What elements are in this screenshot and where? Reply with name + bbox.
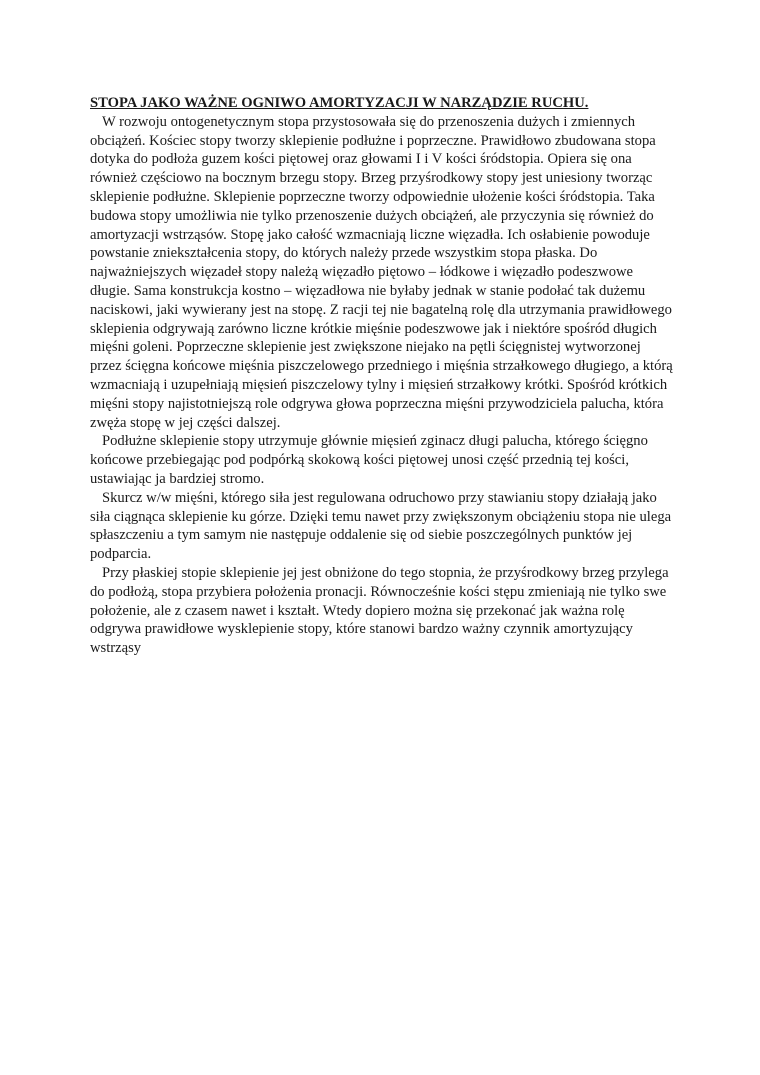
document-title: STOPA JAKO WAŻNE OGNIWO AMORTYZACJI W NARZĄDZIE RUCHU. bbox=[90, 95, 589, 111]
document-page bbox=[90, 94, 675, 658]
paragraph-1: W rozwoju ontogenetycznym stopa przystosowała się do przenoszenia dużych i zmiennych obciążeń. Kościec stopy tworzy sklepienie podłużne i poprzeczne. Prawidłowo zbudowana stopa dotyka do podłoża guzem kości piętowej oraz głowami I i V kości śródstopia. Opiera się ona również częściowo na bocznym brzegu stopy. Brzeg przyśrodkowy stopy jest uniesiony tworząc sklepienie podłużne. Sklepienie poprzeczne tworzy odpowiednie ułożenie kości śródstopia. Taka budowa stopy umożliwia nie tylko przenoszenie dużych obciążeń, ale przyczynia się również do amortyzacji wstrząsów. Stopę jako całość wzmacniają liczne więzadła. Ich osłabienie powoduje powstanie zniekształcenia stopy, do których należy przede wszystkim stopa płaska. Do najważniejszych więzadeł stopy należą więzadło piętowo – łódkowe i więzadło podeszwowe długie. Sama konstrukcja kostno – więzadłowa nie byłaby jednak w stanie podołać tak dużemu naciskowi, jaki wywierany jest na stopę. Z racji tej nie bagatelną rolę dla utrzymania prawidłowego sklepienia odgrywają zarówno liczne krótkie mięśnie podeszwowe jak i niektóre spośród długich mięśni goleni. Poprzeczne sklepienie jest zwiększone niejako na pętli ścięgnistej wytworzonej przez ścięgna końcowe mięśnia piszczelowego przedniego i mięśnia strzałkowego długiego, a którą wzmacniają i uzupełniają mięsień piszczelowy tylny i mięsień strzałkowy krótki. Spośród krótkich mięśni stopy najistotniejszą role odgrywa głowa poprzeczna mięśni przywodziciela palucha, która zwęża stopę w jej części dalszej. bbox=[90, 113, 673, 431]
paragraph-4: Przy płaskiej stopie sklepienie jej jest obniżone do tego stopnia, że przyśrodkowy brzeg przylega do podłożą, stopa przybiera położenia pronacji. Równocześnie kości stępu zmieniają nie tylko swe położenie, ale z czasem nawet i kształt. Wtedy dopiero można się przekonać jak ważna rolę odgrywa prawidłowe wysklepienie stopy, które stanowi bardzo ważny czynnik amortyzujący wstrząsy bbox=[90, 564, 669, 657]
paragraph-3: Skurcz w/w mięśni, którego siła jest regulowana odruchowo przy stawianiu stopy działają jako siła ciągnąca sklepienie ku górze. Dzięki temu nawet przy zwiększonym obciążeniu stopa nie ulega spłaszczeniu a tym samym nie następuje oddalenie się od siebie poszczególnych punktów jej podparcia. bbox=[90, 489, 672, 563]
paragraph-2: Podłużne sklepienie stopy utrzymuje głównie mięsień zginacz długi palucha, którego ścięgno końcowe przebiegając pod podpórką skokową kości piętowej unosi część przednią tej kości, ustawiając ja bardziej stromo. bbox=[90, 433, 648, 487]
